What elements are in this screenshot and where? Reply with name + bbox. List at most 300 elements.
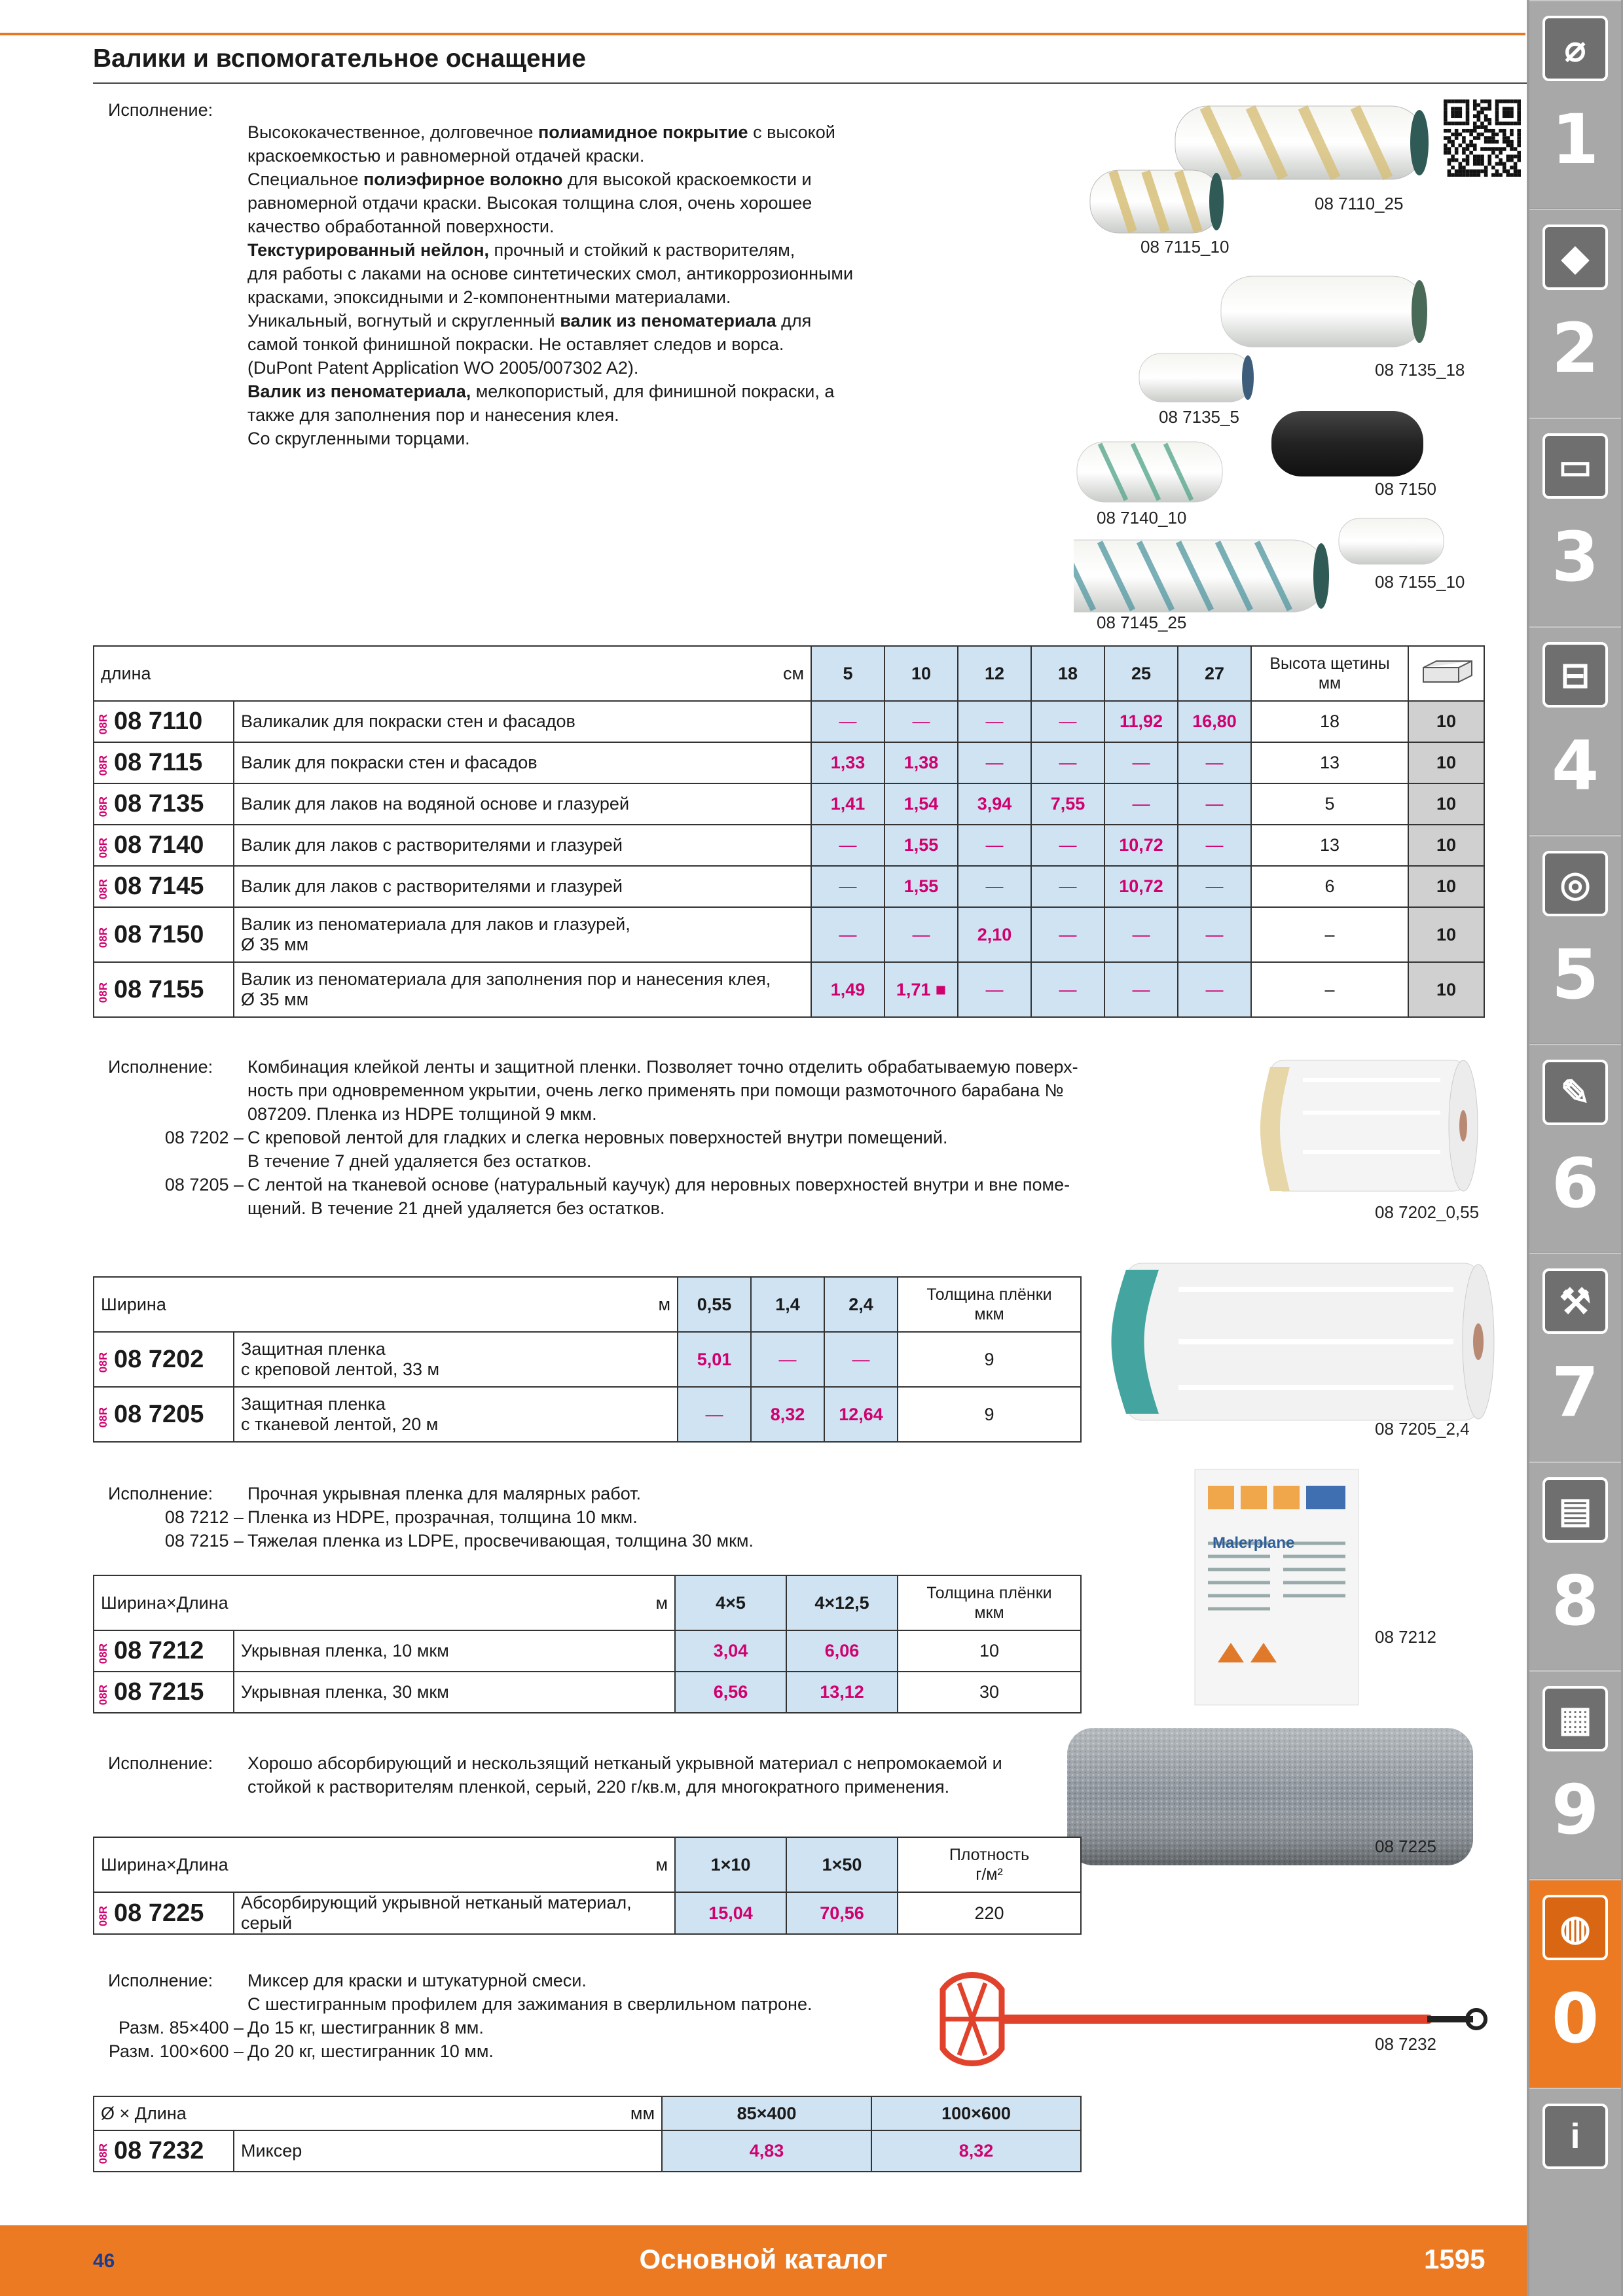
size-column-header: 4×5 xyxy=(675,1575,786,1630)
length-header-cell xyxy=(94,646,811,701)
image-caption: 08 7140_10 xyxy=(1097,508,1187,528)
text-part: с высокой xyxy=(748,122,835,142)
description-text: Пленка из HDPE, прозрачная, толщина 10 мкм. xyxy=(247,1507,638,1527)
not-available-cell: — xyxy=(1104,742,1178,783)
not-available-cell: — xyxy=(958,701,1031,742)
price-cell: 7,55 xyxy=(1031,783,1104,825)
chapter-tab-i[interactable] xyxy=(1529,2088,1621,2296)
description-text: Комбинация клейкой ленты и защитной пленки. Позволяет точно отделить обрабатываемую поверх- xyxy=(247,1057,1078,1077)
extra-value-cell: 9 xyxy=(898,1387,1081,1442)
mixer-price-table xyxy=(93,2096,1082,2172)
nonwoven-price-table xyxy=(93,1837,1082,1935)
bristle-height-cell: – xyxy=(1251,907,1408,962)
dimension-unit: м xyxy=(655,1854,668,1874)
product-description: Валик для лаков с растворителями и глазурей xyxy=(241,835,623,855)
product-description-cell xyxy=(234,825,811,866)
product-description-cell xyxy=(234,783,811,825)
chapter-tab-5[interactable] xyxy=(1529,835,1621,1043)
measuring-caliper-icon: ⊟ xyxy=(1542,642,1608,708)
table-row xyxy=(94,1630,1081,1672)
page-number-right: 1595 xyxy=(1424,2244,1486,2274)
product-description-cell xyxy=(234,866,811,907)
article-number-cell xyxy=(94,1387,234,1442)
article-key: 08 7212 – xyxy=(164,1507,244,1527)
product-description: Валик из пеноматериала для заполнения пор и нанесения клея, xyxy=(241,969,771,989)
size-column-header: 0,55 xyxy=(678,1277,751,1332)
price-cell: 2,10 xyxy=(958,907,1031,962)
section2-line xyxy=(0,1196,1113,1220)
tool-holder-icon: ▭ xyxy=(1542,433,1608,499)
extra-value-cell: 30 xyxy=(898,1672,1081,1713)
section1-line xyxy=(0,191,917,215)
chapter-number: 9 xyxy=(1551,1770,1599,1850)
description-text: стойкой к растворителям пленкой, серый, 220 г/кв.м, для многократного применения. xyxy=(247,1777,950,1797)
extra-header-text: Плотность xyxy=(949,1846,1030,1864)
package-quantity-header xyxy=(1408,646,1484,701)
dimension-header-cell xyxy=(94,1837,675,1892)
section5-line xyxy=(0,2016,982,2039)
product-description: Укрывная пленка, 10 мкм xyxy=(241,1641,449,1660)
article-number: 08 7205 xyxy=(114,1400,204,1428)
section1-line xyxy=(0,262,917,285)
article-number-cell xyxy=(94,907,234,962)
not-available-cell: — xyxy=(1104,907,1178,962)
description-text xyxy=(247,285,731,309)
page-title: Валики и вспомогательное оснащение xyxy=(93,45,586,73)
article-prefix: 08R xyxy=(97,1407,109,1427)
image-caption: 08 7135_5 xyxy=(1159,407,1239,427)
not-available-cell: — xyxy=(1178,866,1251,907)
price-cell: 3,04 xyxy=(675,1630,786,1672)
text-part: Высококачественное, долговечное xyxy=(247,122,538,142)
product-description: Защитная пленка xyxy=(241,1339,386,1359)
description-text: ность при одновременном укрытии, очень легко применять при помощи размоточного барабана № xyxy=(247,1081,1064,1100)
not-available-cell: — xyxy=(1178,907,1251,962)
table-row xyxy=(94,2130,1081,2172)
extra-header-text: мкм xyxy=(974,1604,1004,1622)
price-cell: 1,55 xyxy=(884,825,958,866)
description-text: щений. В течение 21 дней удаляется без остатков. xyxy=(247,1198,665,1218)
article-number-cell xyxy=(94,1892,234,1934)
section1-line xyxy=(0,332,917,356)
product-description: Укрывная пленка, 30 мкм xyxy=(241,1682,449,1702)
text-part: качество обработанной поверхности. xyxy=(247,217,555,236)
article-prefix: 08R xyxy=(97,838,109,859)
article-number: 08 7232 xyxy=(114,2137,204,2164)
bold-text-part: валик из пеноматериала xyxy=(560,311,776,331)
chapter-tab-1[interactable] xyxy=(1529,0,1621,208)
article-number: 08 7140 xyxy=(114,831,204,859)
bristle-header-text: мм xyxy=(1318,674,1341,692)
table-row xyxy=(94,825,1484,866)
table-row xyxy=(94,907,1484,962)
text-part: прочный и стойкий к растворителям, xyxy=(489,240,795,260)
price-cell: 10,72 xyxy=(1104,866,1178,907)
article-number: 08 7150 xyxy=(114,920,204,948)
image-caption: 08 7145_25 xyxy=(1097,613,1187,632)
text-part: красками, эпоксидными и 2-компонентными материалами. xyxy=(247,287,731,307)
product-description-cell xyxy=(234,742,811,783)
bristle-height-header xyxy=(1251,646,1408,701)
length-column-header: 12 xyxy=(958,646,1031,701)
page-footer xyxy=(0,2225,1527,2296)
text-part: Специальное xyxy=(247,170,363,189)
section1-line xyxy=(0,356,917,380)
section3-description xyxy=(0,1482,1048,1552)
rollers-price-table xyxy=(93,645,1485,1018)
chapter-tab-9[interactable] xyxy=(1529,1670,1621,1878)
product-description-cell xyxy=(234,701,811,742)
table-row xyxy=(94,701,1484,742)
chapter-number: 0 xyxy=(1551,1979,1599,2058)
extra-value-cell: 10 xyxy=(898,1630,1081,1672)
chapter-number: 6 xyxy=(1551,1143,1599,1223)
section5-line xyxy=(0,1992,982,2016)
table-row xyxy=(94,962,1484,1017)
section2-label: Исполнение: xyxy=(108,1057,213,1077)
product-description-cell xyxy=(234,1387,678,1442)
section1-line xyxy=(0,144,917,168)
size-key: Разм. 100×600 – xyxy=(108,2041,244,2061)
article-number: 08 7135 xyxy=(114,790,204,817)
chapter-tab-7[interactable] xyxy=(1529,1253,1621,1461)
article-prefix: 08R xyxy=(97,797,109,817)
article-number-cell xyxy=(94,825,234,866)
article-number-cell xyxy=(94,742,234,783)
description-text: 087209. Пленка из HDPE толщиной 9 мкм. xyxy=(247,1104,597,1124)
section1-line xyxy=(0,427,917,450)
chapter-number: 5 xyxy=(1551,935,1599,1014)
dimension-unit: мм xyxy=(630,2103,655,2123)
not-available-cell: — xyxy=(1178,825,1251,866)
package-box-icon xyxy=(1417,658,1476,685)
price-cell: 1,54 xyxy=(884,783,958,825)
text-part: также для заполнения пор и нанесения клея. xyxy=(247,405,619,425)
price-cell: 13,12 xyxy=(786,1672,898,1713)
section1-line xyxy=(0,380,917,403)
text-part: равномерной отдачи краски. Высокая толщина слоя, очень хорошее xyxy=(247,193,812,213)
package-quantity-cell: 10 xyxy=(1408,866,1484,907)
not-available-cell: — xyxy=(884,907,958,962)
chapter-number: 2 xyxy=(1551,308,1599,388)
section1-line xyxy=(0,215,917,238)
product-description: Валик для покраски стен и фасадов xyxy=(241,753,538,772)
not-available-cell: — xyxy=(1178,783,1251,825)
package-quantity-cell: 10 xyxy=(1408,962,1484,1017)
not-available-cell: — xyxy=(884,701,958,742)
hammer-pliers-icon: ⚒ xyxy=(1542,1268,1608,1334)
section1-label: Исполнение: xyxy=(108,100,213,120)
image-caption: 08 7155_10 xyxy=(1375,572,1465,592)
article-number: 08 7155 xyxy=(114,975,204,1003)
article-prefix: 08R xyxy=(97,1352,109,1372)
chapter-number: 7 xyxy=(1551,1352,1599,1432)
extra-column-header xyxy=(898,1837,1081,1892)
chapter-tab-4[interactable] xyxy=(1529,626,1621,834)
image-caption: 08 7232 xyxy=(1375,2034,1436,2054)
price-cell: 1,71 ■ xyxy=(884,962,958,1017)
price-cell: 8,32 xyxy=(751,1387,824,1442)
description-text xyxy=(247,403,619,427)
product-description: с тканевой лентой, 20 м xyxy=(241,1414,439,1434)
section5-line xyxy=(0,1969,982,1992)
product-description: Ø 35 мм xyxy=(241,935,309,954)
product-description-cell xyxy=(234,1672,675,1713)
article-key: 08 7215 – xyxy=(164,1531,244,1551)
price-cell: 16,80 xyxy=(1178,701,1251,742)
cover-film-price-table xyxy=(93,1575,1082,1713)
section1-line xyxy=(0,309,917,332)
description-text xyxy=(247,356,638,380)
article-prefix: 08R xyxy=(97,982,109,1003)
text-part: Уникальный, вогнутый и скругленный xyxy=(247,311,560,331)
section3-line xyxy=(0,1505,1048,1529)
description-text xyxy=(247,262,853,285)
not-available-cell: — xyxy=(824,1332,898,1387)
description-text xyxy=(247,168,812,191)
table-header-row xyxy=(94,2096,1081,2130)
table-header-row xyxy=(94,1575,1081,1630)
section5-label: Исполнение: xyxy=(108,1971,213,1990)
article-prefix: 08R xyxy=(97,714,109,735)
extra-value-cell: 9 xyxy=(898,1332,1081,1387)
size-column-header: 85×400 xyxy=(662,2096,871,2130)
bristle-height-cell: 5 xyxy=(1251,783,1408,825)
masking-film-price-table xyxy=(93,1276,1082,1443)
page-number-left: 46 xyxy=(93,2250,115,2272)
size-column-header: 2,4 xyxy=(824,1277,898,1332)
section2-line xyxy=(0,1079,1113,1102)
text-part: для работы с лаками на основе синтетических смол, антикоррозионными xyxy=(247,264,854,283)
chapter-number: 8 xyxy=(1551,1561,1599,1641)
not-available-cell: — xyxy=(678,1387,751,1442)
section5-line xyxy=(0,2039,982,2063)
table-row xyxy=(94,783,1484,825)
product-description: Валик для лаков на водяной основе и глазурей xyxy=(241,794,630,814)
bristle-height-cell: 18 xyxy=(1251,701,1408,742)
tool-cabinet-icon: ▦ xyxy=(1542,1686,1608,1751)
dimension-label: Ширина×Длина xyxy=(101,1854,228,1874)
dimension-header-cell xyxy=(94,1277,678,1332)
price-cell: 1,55 xyxy=(884,866,958,907)
chapter-number: 1 xyxy=(1551,99,1599,179)
chapter-number: 3 xyxy=(1551,517,1599,597)
article-prefix: 08R xyxy=(97,2144,109,2164)
saw-blade-icon: ◎ xyxy=(1542,851,1608,916)
article-number: 08 7215 xyxy=(114,1678,204,1706)
product-description: Миксер xyxy=(241,2141,302,2161)
extra-value-cell: 220 xyxy=(898,1892,1081,1934)
bold-text-part: Текстурированный нейлон, xyxy=(247,240,490,260)
product-description-cell xyxy=(234,1892,675,1934)
description-text xyxy=(247,238,795,262)
bold-text-part: Валик из пеноматериала, xyxy=(247,382,471,401)
size-column-header: 1,4 xyxy=(751,1277,824,1332)
not-available-cell: — xyxy=(811,701,884,742)
image-caption: 08 7202_0,55 xyxy=(1375,1202,1480,1222)
dimension-label: Ширина×Длина xyxy=(101,1592,228,1613)
cover-film-package-image xyxy=(1192,1466,1362,1708)
size-column-header: 4×12,5 xyxy=(786,1575,898,1630)
article-number-cell xyxy=(94,962,234,1017)
dimension-header-cell xyxy=(94,1575,675,1630)
article-number-cell xyxy=(94,783,234,825)
not-available-cell: — xyxy=(1104,962,1178,1017)
price-cell: 8,32 xyxy=(871,2130,1081,2172)
extra-header-text: Толщина плёнки xyxy=(926,1285,1052,1304)
table-header-row xyxy=(94,646,1484,701)
dimension-label: Ширина xyxy=(101,1294,166,1314)
not-available-cell: — xyxy=(1031,701,1104,742)
bristle-height-cell: – xyxy=(1251,962,1408,1017)
section3-line xyxy=(0,1529,1048,1552)
description-text xyxy=(247,144,644,168)
description-text: До 15 кг, шестигранник 8 мм. xyxy=(247,2018,484,2037)
description-text: С креповой лентой для гладких и слегка неровных поверхностей внутри помещений. xyxy=(247,1128,948,1147)
length-label: длина xyxy=(101,663,151,683)
size-key: Разм. 85×400 – xyxy=(118,2018,244,2037)
price-cell: 1,41 xyxy=(811,783,884,825)
chapter-tab-3[interactable] xyxy=(1529,418,1621,626)
article-prefix: 08R xyxy=(97,1643,109,1664)
product-description: с креповой лентой, 33 м xyxy=(241,1359,440,1379)
section3-line xyxy=(0,1482,1048,1505)
image-caption: 08 7110_25 xyxy=(1315,194,1404,213)
section1-line xyxy=(0,168,917,191)
not-available-cell: — xyxy=(751,1332,824,1387)
table-row xyxy=(94,1892,1081,1934)
length-unit: см xyxy=(782,663,804,683)
description-text: С лентой на тканевой основе (натуральный каучук) для неровных поверхностей внутри и вне поме- xyxy=(247,1175,1070,1194)
article-prefix: 08R xyxy=(97,1905,109,1926)
length-column-header: 10 xyxy=(884,646,958,701)
not-available-cell: — xyxy=(1031,825,1104,866)
product-description-cell xyxy=(234,1332,678,1387)
section2-line xyxy=(0,1126,1113,1149)
chapter-tab-8[interactable] xyxy=(1529,1462,1621,1670)
description-text: В течение 7 дней удаляется без остатков. xyxy=(247,1151,592,1171)
price-cell: 6,06 xyxy=(786,1630,898,1672)
description-text: Прочная укрывная пленка для малярных работ. xyxy=(247,1484,642,1503)
section2-description xyxy=(0,1055,1113,1220)
section2-line xyxy=(0,1055,1113,1079)
section3-label: Исполнение: xyxy=(108,1484,213,1503)
product-description: Валикалик для покраски стен и фасадов xyxy=(241,711,575,731)
chapter-number: 4 xyxy=(1551,726,1599,806)
chapter-tab-6[interactable] xyxy=(1529,1044,1621,1252)
wrench-screwdriver-icon: ✎ xyxy=(1542,1060,1608,1125)
price-cell: 6,56 xyxy=(675,1672,786,1713)
masking-film-cloth-tape-image xyxy=(1087,1250,1512,1433)
description-text: С шестигранным профилем для зажимания в сверлильном патроне. xyxy=(247,1994,812,2014)
section4-label: Исполнение: xyxy=(108,1753,213,1773)
price-cell: 70,56 xyxy=(786,1892,898,1934)
article-number: 08 7225 xyxy=(114,1899,204,1927)
table-row xyxy=(94,1387,1081,1442)
image-caption: 08 7212 xyxy=(1375,1627,1436,1647)
section1-line xyxy=(0,120,917,144)
safety-equipment-icon: ◍ xyxy=(1542,1895,1608,1960)
extra-column-header xyxy=(898,1277,1081,1332)
product-description-cell xyxy=(234,907,811,962)
description-text xyxy=(247,380,834,403)
image-caption: 08 7135_18 xyxy=(1375,360,1465,380)
article-prefix: 08R xyxy=(97,755,109,776)
bold-text-part: полиэфирное волокно xyxy=(363,170,563,189)
product-description-cell xyxy=(234,1630,675,1672)
bristle-height-cell: 13 xyxy=(1251,742,1408,783)
table-header-row xyxy=(94,1837,1081,1892)
image-caption: 08 7150 xyxy=(1375,479,1436,499)
description-text xyxy=(247,309,811,332)
chapter-tab-0[interactable] xyxy=(1529,1879,1621,2087)
description-text xyxy=(247,427,470,450)
product-description: Ø 35 мм xyxy=(241,990,309,1009)
table-row xyxy=(94,866,1484,907)
image-caption: 08 7205_2,4 xyxy=(1375,1419,1470,1439)
article-number: 08 7110 xyxy=(114,708,203,735)
product-description: Валик для лаков с растворителями и глазурей xyxy=(241,876,623,896)
product-description: Абсорбирующий укрывной нетканый материал, серый xyxy=(241,1893,632,1933)
product-description-cell xyxy=(234,2130,662,2172)
article-number: 08 7115 xyxy=(114,749,203,776)
catalog-title: Основной каталог xyxy=(639,2244,888,2274)
not-available-cell: — xyxy=(811,825,884,866)
text-part: для высокой краскоемкости и xyxy=(562,170,812,189)
article-number-cell xyxy=(94,1630,234,1672)
bristle-height-cell: 6 xyxy=(1251,866,1408,907)
text-part: (DuPont Patent Application WO 2005/007302 A2). xyxy=(247,358,639,378)
not-available-cell: — xyxy=(958,962,1031,1017)
article-key: 08 7202 – xyxy=(164,1128,244,1147)
length-column-header: 18 xyxy=(1031,646,1104,701)
price-cell: 3,94 xyxy=(958,783,1031,825)
section2-line xyxy=(0,1102,1113,1126)
text-part: самой тонкой финишной покраски. Не оставляет следов и ворса. xyxy=(247,334,784,354)
not-available-cell: — xyxy=(1031,866,1104,907)
extra-header-text: мкм xyxy=(974,1305,1004,1323)
article-number: 08 7212 xyxy=(114,1637,204,1664)
chapter-tab-2[interactable] xyxy=(1529,209,1621,417)
product-description: Защитная пленка xyxy=(241,1394,386,1414)
length-column-header: 27 xyxy=(1178,646,1251,701)
article-number-cell xyxy=(94,1332,234,1387)
extra-header-text: Толщина плёнки xyxy=(926,1584,1052,1602)
extra-header-text: г/м² xyxy=(976,1865,1003,1884)
package-quantity-cell: 10 xyxy=(1408,742,1484,783)
table-row xyxy=(94,1672,1081,1713)
description-text: До 20 кг, шестигранник 10 мм. xyxy=(247,2041,494,2061)
package-quantity-cell: 10 xyxy=(1408,907,1484,962)
title-divider xyxy=(93,82,1527,84)
table-row xyxy=(94,742,1484,783)
article-number-cell xyxy=(94,2130,234,2172)
size-column-header: 100×600 xyxy=(871,2096,1081,2130)
article-number: 08 7145 xyxy=(114,872,204,900)
price-cell: 10,72 xyxy=(1104,825,1178,866)
size-column-header: 1×50 xyxy=(786,1837,898,1892)
section1-line xyxy=(0,285,917,309)
description-text: Тяжелая пленка из LDPE, просвечивающая, толщина 30 мкм. xyxy=(247,1531,754,1551)
price-cell: 11,92 xyxy=(1104,701,1178,742)
product-description-cell xyxy=(234,962,811,1017)
not-available-cell: — xyxy=(1178,742,1251,783)
not-available-cell: — xyxy=(1031,907,1104,962)
not-available-cell: — xyxy=(811,866,884,907)
workshop-tools-icon: ▤ xyxy=(1542,1477,1608,1543)
article-number: 08 7202 xyxy=(114,1345,204,1373)
article-key: 08 7205 – xyxy=(164,1175,244,1194)
